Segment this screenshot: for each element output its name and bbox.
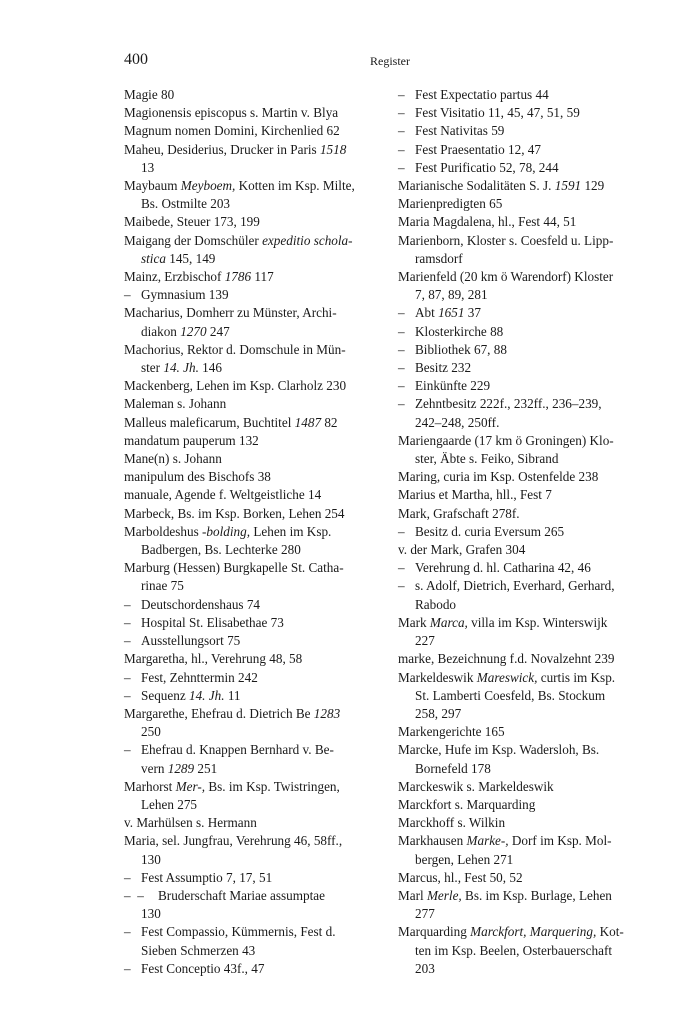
entry-text: marke, Bezeichnung f.d. Novalzehnt 239 xyxy=(398,651,615,667)
index-subentry xyxy=(398,86,651,104)
index-entry xyxy=(398,669,651,687)
entry-text: Mackenberg, Lehen im Ksp. Clarholz 230 xyxy=(124,378,347,394)
entry-text: v. Marhülsen s. Hermann xyxy=(124,815,257,831)
entry-dash-marker: – xyxy=(124,869,131,885)
index-subentry xyxy=(124,614,377,632)
entry-text: Bs. im Ksp. Twistringen, xyxy=(205,778,340,794)
index-entry xyxy=(124,832,377,850)
index-entry xyxy=(398,832,651,850)
entry-text: Fest Visitatio 11, 45, 47, 51, 59 xyxy=(415,105,580,121)
index-entry xyxy=(124,559,377,577)
index-entry xyxy=(398,923,651,941)
entry-text: Dorf im Ksp. Mol- xyxy=(508,833,612,849)
index-entry xyxy=(124,778,377,796)
entry-text: 1651 xyxy=(438,305,465,321)
entry-text: Fest Compassio, Kümmernis, Fest d. xyxy=(141,924,336,940)
entry-text: Marius et Martha, hll., Fest 7 xyxy=(398,487,552,503)
index-entry xyxy=(124,268,377,286)
entry-text: Mane(n) s. Johann xyxy=(124,451,222,467)
index-entry xyxy=(398,505,651,523)
index-subentry xyxy=(398,341,651,359)
entry-text: Fest Purificatio 52, 78, 244 xyxy=(415,159,559,175)
entry-text: 242–248, 250ff. xyxy=(415,414,500,430)
entry-dash-marker: – xyxy=(398,305,405,321)
entry-text: 258, 297 xyxy=(415,705,462,721)
entry-continuation xyxy=(398,414,651,432)
entry-text: expeditio schola- xyxy=(262,232,353,248)
entry-text: 1591 xyxy=(554,178,582,194)
index-entry xyxy=(124,86,377,104)
entry-text: 1786 xyxy=(224,269,252,285)
entry-text: 277 xyxy=(415,906,435,922)
index-entry xyxy=(124,304,377,322)
index-entry xyxy=(124,705,377,723)
index-entry xyxy=(398,268,651,286)
entry-text: Marckeswik s. Markeldeswik xyxy=(398,778,554,794)
entry-text: Bibliothek 67, 88 xyxy=(415,341,507,357)
entry-text: Kot- xyxy=(596,924,624,940)
index-entry xyxy=(124,505,377,523)
entry-text: Sieben Schmerzen 43 xyxy=(141,942,256,958)
entry-text: Marcke, Hufe im Ksp. Wadersloh, Bs. xyxy=(398,742,600,758)
index-subentry xyxy=(124,596,377,614)
entry-text: Bornefeld 178 xyxy=(415,760,491,776)
index-entry xyxy=(398,778,651,796)
entry-text: Bruderschaft Mariae assumptae xyxy=(158,887,325,903)
entry-text: v. der Mark, Grafen 304 xyxy=(398,542,526,558)
entry-text: 247 xyxy=(206,323,230,339)
index-subentry xyxy=(398,577,651,595)
entry-dash-marker: – xyxy=(124,669,131,685)
entry-text: 7, 87, 89, 281 xyxy=(415,287,488,303)
entry-text: Marienpredigten 65 xyxy=(398,196,503,212)
entry-text: Maigang der Domschüler xyxy=(124,232,263,248)
entry-text: Fest Nativitas 59 xyxy=(415,123,505,139)
entry-text: 1487 xyxy=(294,414,322,430)
entry-text: Margarethe, Ehefrau d. Dietrich Be xyxy=(124,705,314,721)
index-subentry xyxy=(124,923,377,941)
entry-text: Ehefrau d. Knappen Bernhard v. Be- xyxy=(141,742,334,758)
entry-continuation xyxy=(124,905,377,923)
index-entry xyxy=(398,650,651,668)
entry-text: Verehrung d. hl. Catharina 42, 46 xyxy=(415,560,591,576)
entry-text: Fest Expectatio partus 44 xyxy=(415,87,549,102)
entry-continuation xyxy=(124,760,377,778)
entry-text: Meyboem, xyxy=(180,178,236,194)
index-entry xyxy=(398,614,651,632)
index-entry xyxy=(124,177,377,195)
index-entry xyxy=(124,450,377,468)
entry-dash-marker: – xyxy=(124,633,131,649)
entry-text: Besitz 232 xyxy=(415,360,472,376)
entry-text: Fest Praesentatio 12, 47 xyxy=(415,141,541,157)
index-entry xyxy=(398,869,651,887)
entry-continuation xyxy=(124,942,377,960)
index-entry xyxy=(398,741,651,759)
entry-text: Marhorst xyxy=(124,778,176,794)
index-entry xyxy=(124,377,377,395)
entry-text: 130 xyxy=(141,906,161,922)
entry-text: 37 xyxy=(464,305,481,321)
index-entry xyxy=(124,523,377,541)
index-entry xyxy=(124,104,377,122)
entry-text: Marca, xyxy=(429,614,468,630)
index-entry xyxy=(398,213,651,231)
index-subentry xyxy=(398,523,651,541)
index-subentry xyxy=(398,159,651,177)
index-subentry xyxy=(398,304,651,322)
entry-text: Malleus maleficarum, Buchtitel xyxy=(124,414,295,430)
entry-dash-marker: – xyxy=(398,105,405,121)
index-entry xyxy=(124,414,377,432)
index-entry xyxy=(124,650,377,668)
entry-text: Maria Magdalena, hl., Fest 44, 51 xyxy=(398,214,577,230)
index-entry xyxy=(398,723,651,741)
index-subentry xyxy=(124,669,377,687)
entry-text: Marckfort, Marquering, xyxy=(470,924,597,940)
entry-text: Margaretha, hl., Verehrung 48, 58 xyxy=(124,651,303,667)
entry-dash-marker: – xyxy=(398,123,405,139)
entry-text: Marckfort s. Marquarding xyxy=(398,796,536,812)
entry-text: Markeldeswik xyxy=(398,669,477,685)
entry-continuation xyxy=(124,359,377,377)
entry-dash-marker: – xyxy=(398,396,405,412)
entry-continuation xyxy=(398,851,651,869)
entry-continuation xyxy=(398,760,651,778)
entry-text: Hospital St. Elisabethae 73 xyxy=(141,614,284,630)
index-subentry xyxy=(124,960,377,978)
entry-text: 203 xyxy=(415,960,435,976)
index-entry xyxy=(124,468,377,486)
entry-text: Merle, xyxy=(426,887,462,903)
entry-text: 145, 149 xyxy=(165,250,216,266)
index-subentry xyxy=(398,122,651,140)
entry-text: Deutschordenshaus 74 xyxy=(141,596,261,612)
entry-dash-marker: – xyxy=(124,960,131,976)
index-subentry xyxy=(124,632,377,650)
index-subentry xyxy=(398,395,651,413)
entry-text: mandatum pauperum 132 xyxy=(124,432,259,448)
entry-text: Abt xyxy=(415,305,439,321)
entry-text: Bs. im Ksp. Burlage, Lehen xyxy=(461,887,612,903)
entry-dash-marker: – xyxy=(124,614,131,630)
entry-text: Maleman s. Johann xyxy=(124,396,227,412)
entry-text: bergen, Lehen 271 xyxy=(415,851,514,867)
entry-text: Fest, Zehnttermin 242 xyxy=(141,669,258,685)
entry-continuation xyxy=(398,286,651,304)
index-entry xyxy=(124,232,377,250)
index-entry xyxy=(398,796,651,814)
entry-text: Markengerichte 165 xyxy=(398,724,505,740)
entry-text: Fest Conceptio 43f., 47 xyxy=(141,960,265,976)
entry-text: 130 xyxy=(141,851,161,867)
index-entry xyxy=(124,341,377,359)
index-entry xyxy=(398,195,651,213)
entry-text: Fest Assumptio 7, 17, 51 xyxy=(141,869,273,885)
entry-text: Maheu, Desiderius, Drucker in Paris xyxy=(124,141,320,157)
index-entry xyxy=(398,887,651,905)
entry-text: 1270 xyxy=(180,323,207,339)
index-subentry xyxy=(398,359,651,377)
entry-text: Mariengaarde (17 km ö Groningen) Klo- xyxy=(398,432,614,448)
entry-text: 117 xyxy=(251,269,274,285)
entry-continuation xyxy=(398,450,651,468)
entry-text: Maring, curia im Ksp. Ostenfelde 238 xyxy=(398,469,599,485)
entry-text: stica xyxy=(141,250,166,266)
entry-text: ster xyxy=(141,360,164,376)
index-subentry xyxy=(398,559,651,577)
entry-dash-marker: – xyxy=(398,323,405,339)
entry-text: Sequenz xyxy=(141,687,189,703)
index-entry xyxy=(398,468,651,486)
entry-text: Marianische Sodalitäten S. J. xyxy=(398,178,555,194)
index-column-right xyxy=(398,86,651,978)
index-subentry xyxy=(124,741,377,759)
entry-text: Machorius, Rektor d. Domschule in Mün- xyxy=(124,341,346,357)
entry-text: 14. Jh. xyxy=(163,360,199,376)
entry-dash-marker: – xyxy=(398,560,405,576)
index-entry xyxy=(398,541,651,559)
entry-text: 251 xyxy=(194,760,218,776)
entry-continuation xyxy=(398,632,651,650)
index-entry xyxy=(398,960,651,978)
entry-text: s. Adolf, Dietrich, Everhard, Gerhard, xyxy=(415,578,615,594)
entry-text: diakon xyxy=(141,323,181,339)
index-entry xyxy=(398,814,651,832)
entry-text: Mareswick, xyxy=(476,669,538,685)
entry-continuation xyxy=(124,723,377,741)
index-entry xyxy=(398,232,651,250)
page-number: 400 xyxy=(124,51,148,68)
entry-text: Marienfeld (20 km ö Warendorf) Kloster xyxy=(398,269,614,285)
index-entry xyxy=(124,122,377,140)
index-column-left xyxy=(124,86,377,978)
entry-text: 82 xyxy=(321,414,338,430)
entry-continuation xyxy=(124,796,377,814)
entry-text: 129 xyxy=(581,178,605,194)
entry-dash-marker: – – xyxy=(124,887,144,903)
index-subentry xyxy=(398,141,651,159)
entry-text: Bs. Ostmilte 203 xyxy=(141,196,231,212)
entry-text: villa im Ksp. Winterswijk xyxy=(467,614,608,630)
entry-text: Maria, sel. Jungfrau, Verehrung 46, 58ff., xyxy=(124,833,343,849)
entry-text: Marl xyxy=(398,887,427,903)
entry-text: Macharius, Domherr zu Münster, Archi- xyxy=(124,305,337,321)
entry-text: 146 xyxy=(198,360,222,376)
entry-text: Maibede, Steuer 173, 199 xyxy=(124,214,260,230)
entry-text: 1518 xyxy=(319,141,347,157)
entry-text: manipulum des Bischofs 38 xyxy=(124,469,271,485)
entry-text: Rabodo xyxy=(415,596,457,612)
entry-text: Einkünfte 229 xyxy=(415,378,491,394)
entry-text: Mer-, xyxy=(175,778,206,794)
entry-text: Kotten im Ksp. Milte, xyxy=(235,178,355,194)
entry-continuation xyxy=(398,687,651,705)
entry-text: curtis im Ksp. xyxy=(537,669,616,685)
entry-dash-marker: – xyxy=(398,578,405,594)
entry-text: Marquarding xyxy=(398,924,471,940)
entry-continuation xyxy=(124,323,377,341)
entry-continuation xyxy=(124,851,377,869)
entry-text: Badbergen, Bs. Lechterke 280 xyxy=(141,542,301,558)
entry-text: 14. Jh. xyxy=(188,687,225,703)
entry-text: Maybaum xyxy=(124,178,181,194)
entry-continuation xyxy=(398,596,651,614)
index-entry xyxy=(124,814,377,832)
entry-dash-marker: – xyxy=(398,378,405,394)
index-entry xyxy=(398,432,651,450)
entry-text: Gymnasium 139 xyxy=(141,287,229,303)
index-entry xyxy=(124,486,377,504)
index-subentry xyxy=(124,286,377,304)
index-subentry xyxy=(398,104,651,122)
entry-text: Magnum nomen Domini, Kirchenlied 62 xyxy=(124,123,340,139)
index-subentry xyxy=(124,887,377,905)
entry-dash-marker: – xyxy=(124,742,131,758)
entry-continuation xyxy=(398,250,651,268)
entry-continuation xyxy=(124,159,377,177)
entry-text: Marcus, hl., Fest 50, 52 xyxy=(398,869,523,885)
entry-dash-marker: – xyxy=(398,87,405,102)
entry-dash-marker: – xyxy=(398,159,405,175)
entry-text: ten im Ksp. Beelen, Osterbauerschaft xyxy=(415,942,613,958)
entry-continuation xyxy=(124,250,377,268)
entry-dash-marker: – xyxy=(124,924,131,940)
entry-text: ster, Äbte s. Feiko, Sibrand xyxy=(415,451,559,467)
index-entry xyxy=(124,432,377,450)
entry-dash-marker: – xyxy=(398,360,405,376)
entry-text: vern xyxy=(141,760,168,776)
index-entry xyxy=(124,213,377,231)
entry-text: Magie 80 xyxy=(124,87,175,102)
entry-text: Besitz d. curia Eversum 265 xyxy=(415,523,565,539)
entry-continuation xyxy=(124,577,377,595)
entry-text: rinae 75 xyxy=(141,578,184,594)
index-subentry xyxy=(398,377,651,395)
entry-continuation xyxy=(398,905,651,923)
entry-text: Ausstellungsort 75 xyxy=(141,633,241,649)
index-entry xyxy=(124,395,377,413)
entry-text: Zehntbesitz 222f., 232ff., 236–239, xyxy=(415,396,602,412)
running-title: Register xyxy=(370,54,410,68)
entry-text: Marbeck, Bs. im Ksp. Borken, Lehen 254 xyxy=(124,505,345,521)
entry-text: Markhausen xyxy=(398,833,467,849)
entry-continuation xyxy=(124,195,377,213)
entry-text: Mark, Grafschaft 278f. xyxy=(398,505,520,521)
entry-text: 11 xyxy=(224,687,241,703)
index-subentry xyxy=(124,869,377,887)
entry-dash-marker: – xyxy=(398,341,405,357)
entry-text: Marboldeshus xyxy=(124,523,203,539)
entry-text: Marienborn, Kloster s. Coesfeld u. Lipp- xyxy=(398,232,614,248)
entry-text: 13 xyxy=(141,159,155,175)
entry-text: -bolding, xyxy=(202,523,251,539)
entry-dash-marker: – xyxy=(124,287,131,303)
index-subentry xyxy=(124,687,377,705)
entry-text: Lehen im Ksp. xyxy=(250,523,332,539)
index-entry xyxy=(398,705,651,723)
entry-dash-marker: – xyxy=(124,687,131,703)
entry-text: Mainz, Erzbischof xyxy=(124,269,225,285)
entry-text: ramsdorf xyxy=(415,250,463,266)
entry-text: St. Lamberti Coesfeld, Bs. Stockum xyxy=(415,687,606,703)
entry-text: manuale, Agende f. Weltgeistliche 14 xyxy=(124,487,322,503)
entry-dash-marker: – xyxy=(398,523,405,539)
entry-text: Lehen 275 xyxy=(141,796,198,812)
entry-dash-marker: – xyxy=(124,596,131,612)
index-entry xyxy=(398,486,651,504)
index-entry xyxy=(124,141,377,159)
entry-text: Marburg (Hessen) Burgkapelle St. Catha- xyxy=(124,560,344,576)
entry-text: 250 xyxy=(141,724,161,740)
index-entry xyxy=(398,177,651,195)
entry-text: Marckhoff s. Wilkin xyxy=(398,815,506,831)
entry-text: Mark xyxy=(398,614,430,630)
entry-text: Marke-, xyxy=(466,833,509,849)
entry-text: 227 xyxy=(415,633,435,649)
entry-continuation xyxy=(398,942,651,960)
entry-text: 1283 xyxy=(313,705,341,721)
entry-text: Klosterkirche 88 xyxy=(415,323,504,339)
entry-continuation xyxy=(124,541,377,559)
entry-text: 1289 xyxy=(167,760,195,776)
entry-dash-marker: – xyxy=(398,141,405,157)
index-subentry xyxy=(398,323,651,341)
entry-text: Magionensis episcopus s. Martin v. Blya xyxy=(124,105,339,121)
